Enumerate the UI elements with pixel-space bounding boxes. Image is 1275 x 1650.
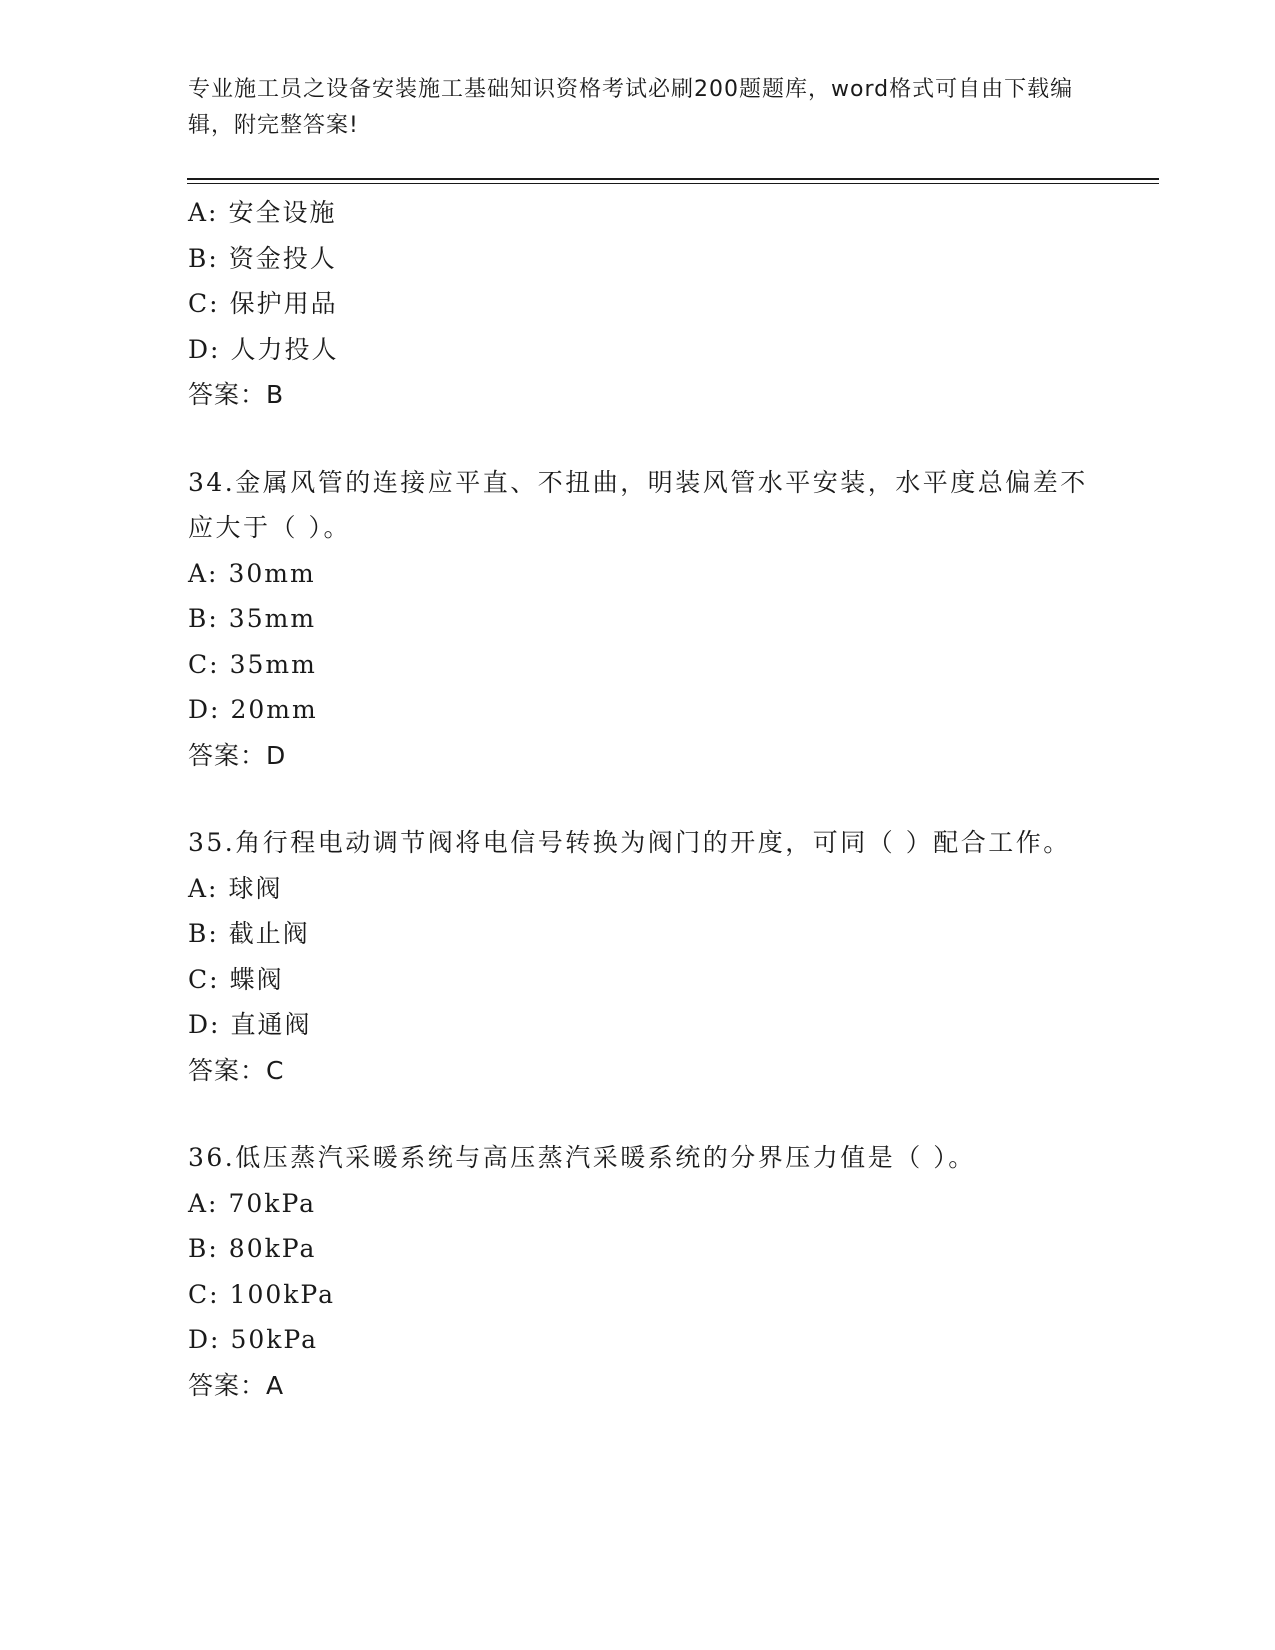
option-d: D: 人力投人 xyxy=(188,334,339,364)
question-text: 34.金属风管的连接应平直、不扭曲，明装风管水平安装，水平度总偏差不应大于（ ）。 xyxy=(188,467,1088,542)
document-header: 专业施工员之设备安装施工基础知识资格考试必刷200题题库，word格式可自由下载编辑，附完整答案! xyxy=(188,77,1074,138)
question-text: 36.低压蒸汽采暖系统与高压蒸汽采暖系统的分界压力值是（ ）。 xyxy=(188,1143,976,1172)
option-b: B: 截止阀 xyxy=(188,919,310,948)
question-36 xyxy=(188,1135,1088,1408)
answer-line: 答案：C xyxy=(188,1055,285,1085)
question-35 xyxy=(188,820,1088,1093)
option-a: A: 30mm xyxy=(188,558,316,588)
answer-line: 答案：A xyxy=(188,1370,285,1400)
option-b: B: 35mm xyxy=(188,604,317,633)
option-c: C: 蝶阀 xyxy=(188,964,284,994)
option-b: B: 80kPa xyxy=(188,1234,317,1263)
option-a: A: 安全设施 xyxy=(188,198,337,227)
header-divider-thick xyxy=(187,178,1159,180)
option-c: C: 100kPa xyxy=(188,1279,336,1309)
question-fragment xyxy=(188,190,1088,418)
option-d: D: 20mm xyxy=(188,695,318,724)
option-c: C: 保护用品 xyxy=(188,289,338,318)
header-divider-thin xyxy=(187,183,1159,184)
question-text: 35.角行程电动调节阀将电信号转换为阀门的开度，可同（ ）配合工作。 xyxy=(188,828,1071,857)
option-d: D: 直通阀 xyxy=(188,1010,312,1039)
question-34 xyxy=(188,460,1088,779)
option-b: B: 资金投人 xyxy=(188,243,337,273)
answer-line: 答案：B xyxy=(188,380,285,409)
option-d: D: 50kPa xyxy=(188,1325,319,1354)
option-a: A: 球阀 xyxy=(188,873,283,903)
question-list xyxy=(188,190,1088,1408)
option-c: C: 35mm xyxy=(188,649,317,679)
option-a: A: 70kPa xyxy=(188,1188,317,1218)
answer-line: 答案：D xyxy=(188,740,287,770)
